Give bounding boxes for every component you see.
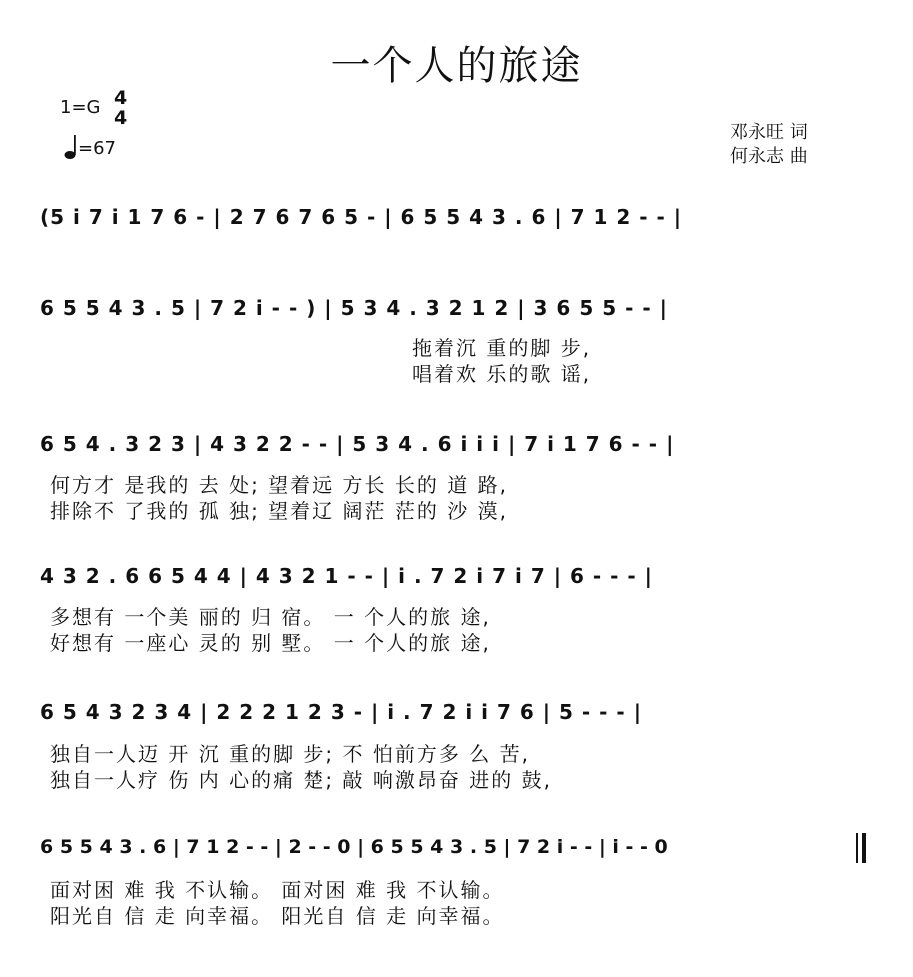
lyric-line: 何方才 是我的 去 处; 望着远 方长 长的 道 路, xyxy=(50,473,508,497)
time-signature-top: 4 xyxy=(114,87,128,109)
score-line: 6 5 5 4 3 . 6 | 7 1 2 - - | 2 - - 0 | 6 5 5 4 3 . 5 | 7 2 i - - | i - - 0 xyxy=(40,836,668,858)
key-signature: 1=G xyxy=(60,97,101,118)
lyric-line: 排除不 了我的 孤 独; 望着辽 阔茫 茫的 沙 漠, xyxy=(50,499,508,523)
lyricist-credit: 邓永旺 词 xyxy=(730,122,808,143)
score-line: 6 5 5 4 3 . 5 | 7 2 i - - ) | 5 3 4 . 3 2 1 2 | 3 6 5 5 - - | xyxy=(40,296,668,320)
lyric-line: 独自一人疗 伤 内 心的痛 楚; 敲 响激昂奋 进的 鼓, xyxy=(50,768,552,792)
lyric-line: 拖着沉 重的脚 步, xyxy=(412,336,592,360)
time-signature-bottom: 4 xyxy=(114,107,128,129)
lyric-line: 唱着欢 乐的歌 谣, xyxy=(412,362,592,386)
time-signature xyxy=(114,88,127,128)
score-line: 6 5 4 . 3 2 3 | 4 3 2 2 - - | 5 3 4 . 6 i i i | 7 i 1 7 6 - - | xyxy=(40,432,675,456)
score-line: 6 5 4 3 2 3 4 | 2 2 2 1 2 3 - | i . 7 2 i i 7 6 | 5 - - - | xyxy=(40,700,642,724)
tempo-value: =67 xyxy=(78,138,116,159)
composer-credit: 何永志 曲 xyxy=(730,146,808,167)
lyric-line: 多想有 一个美 丽的 归 宿。 一 个人的旅 途, xyxy=(50,605,491,629)
lyric-line: 阳光自 信 走 向幸福。 阳光自 信 走 向幸福。 xyxy=(50,904,505,928)
lyric-line: 独自一人迈 开 沉 重的脚 步; 不 怕前方多 么 苦, xyxy=(50,742,530,766)
lyric-line: 好想有 一座心 灵的 别 墅。 一 个人的旅 途, xyxy=(50,631,491,655)
score-line: 4 3 2 . 6 6 5 4 4 | 4 3 2 1 - - | i . 7 2 i 7 i 7 | 6 - - - | xyxy=(40,564,653,588)
quarter-note-icon xyxy=(64,134,78,160)
lyric-line: 面对困 难 我 不认输。 面对困 难 我 不认输。 xyxy=(50,878,505,902)
score-line: (5 i 7 i 1 7 6 - | 2 7 6 7 6 5 - | 6 5 5 4 3 . 6 | 7 1 2 - - | xyxy=(40,205,683,229)
final-barline-thick xyxy=(862,833,866,863)
tempo-marking xyxy=(64,134,116,160)
page-title: 一个人的旅途 xyxy=(330,43,583,89)
final-barline-thin xyxy=(856,833,858,863)
